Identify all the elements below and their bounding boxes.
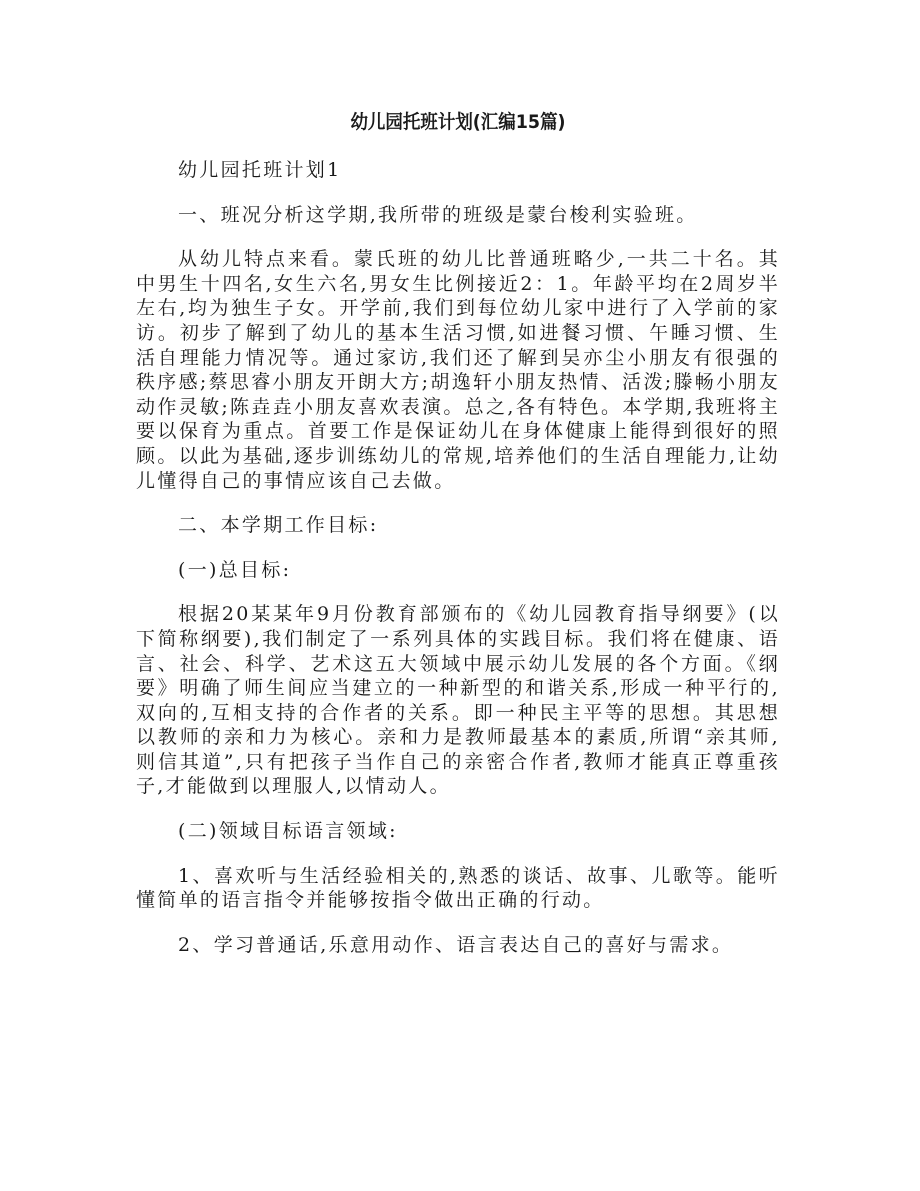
paragraph-child-characteristics: 从幼儿特点来看。蒙氏班的幼儿比普通班略少,一共二十名。其中男生十四名,女生六名,男女生比例接近2：1。年龄平均在2周岁半左右,均为独生子女。开学前,我们到每位幼儿家中进行了入学前的家访。初步了解到了幼儿的基本生活习惯,如进餐习惯、午睡习惯、生活自理能力情况等。通过家访,我们还了解到吴亦尘小朋友有很强的秩序感;蔡思睿小朋友开朗大方;胡逸轩小朋友热情、活泼;滕畅小朋友动作灵敏;陈垚垚小朋友喜欢表演。总之,各有特色。本学期,我班将主要以保育为重点。首要工作是保证幼儿在身体健康上能得到很好的照顾。以此为基础,逐步训练幼儿的常规,培养他们的生活自理能力,让幼儿懂得自己的事情应该自己去做。 [136,248,780,492]
section-heading-domain-goals: (二)领域目标语言领域: [178,820,398,843]
paragraph-language-goal-1: 1、喜欢听与生活经验相关的,熟悉的谈话、故事、儿歌等。能听懂简单的语言指令并能够按指令做出正确的行动。 [136,864,780,912]
section-heading-class-analysis: 一、班况分析这学期,我所带的班级是蒙台梭利实验班。 [178,203,698,226]
section-heading-overall-goal: (一)总目标: [178,558,292,581]
paragraph-guideline: 根据20某某年9月份教育部颁布的《幼儿园教育指导纲要》(以下简称纲要),我们制定了一系列具体的实践目标。我们将在健康、语言、社会、科学、艺术这五大领域中展示幼儿发展的各个方面。《纲要》明确了师生间应当建立的一种新型的和谐关系,形成一种平行的,双向的,互相支持的合作者的关系。即一种民主平等的思想。其思想以教师的亲和力为核心。亲和力是教师最基本的素质,所谓“亲其师,则信其道”,只有把孩子当作自己的亲密合作者,教师才能真正尊重孩子,才能做到以理服人,以情动人。 [136,603,780,798]
paragraph-language-goal-2: 2、学习普通话,乐意用动作、语言表达自己的喜好与需求。 [178,933,734,956]
section-subtitle: 幼儿园托班计划1 [178,159,342,181]
document-page [136,108,780,977]
section-heading-work-goals: 二、本学期工作目标: [178,514,379,537]
document-title: 幼儿园托班计划(汇编15篇) [350,111,566,133]
